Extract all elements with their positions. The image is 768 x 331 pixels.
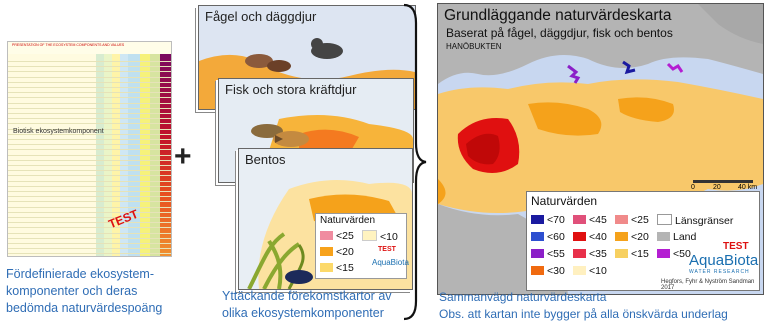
legend-label: <25	[631, 214, 649, 226]
legend-swatch	[615, 232, 628, 241]
credit-line: Hegfors, Fyhr & Nyström Sandman 2017	[661, 279, 755, 291]
legend-label: <55	[547, 248, 565, 260]
legend-swatch	[320, 231, 333, 240]
aquabiota-logo: AquaBiota	[372, 258, 409, 267]
legend-label: <70	[547, 214, 565, 226]
ecosystem-score-table-thumbnail	[7, 41, 172, 257]
legend-swatch	[657, 214, 672, 225]
aquabiota-subtitle: WATER RESEARCH	[689, 269, 750, 275]
map-title: Grundläggande naturvärdeskarta	[444, 7, 672, 24]
place-label: HANÖBUKTEN	[446, 42, 502, 51]
legend-item	[320, 262, 354, 274]
caption-line: Sammanvägd naturvärdeskarta	[439, 290, 607, 304]
legend-label: <60	[547, 231, 565, 243]
legend-item	[320, 246, 354, 258]
legend-swatch	[320, 263, 333, 272]
caption-line: Obs. att kartan inte bygger på alla önskvärda underlag	[439, 307, 728, 321]
legend-item	[531, 248, 565, 260]
legend-item	[362, 230, 398, 243]
legend-swatch	[573, 266, 586, 275]
legend-item	[573, 248, 607, 260]
legend-swatch	[362, 230, 377, 241]
legend-swatch	[657, 232, 670, 241]
map-legend	[526, 191, 760, 291]
legend-label: <50	[673, 248, 691, 260]
caption-line: Fördefinierade ekosystem-	[6, 267, 154, 281]
caption-line: Yttäckande förekomstkartor av	[222, 289, 392, 303]
legend-item	[320, 230, 354, 242]
legend-title: Naturvärden	[320, 215, 376, 226]
legend-label: Land	[673, 231, 697, 243]
test-stamp: TEST	[378, 246, 396, 253]
legend-swatch	[531, 249, 544, 258]
legend-item	[657, 214, 733, 227]
legend-swatch	[531, 232, 544, 241]
card-title: Fågel och däggdjur	[205, 9, 317, 24]
sheet-row	[8, 248, 171, 254]
caption-line: olika ekosystemkomponenter	[222, 306, 384, 320]
middle-caption	[222, 288, 392, 322]
legend-item	[531, 231, 565, 243]
legend-swatch	[615, 215, 628, 224]
test-stamp: TEST	[723, 241, 749, 252]
legend-swatch	[573, 249, 586, 258]
benthos-legend	[315, 213, 407, 279]
map-subtitle: Baserat på fågel, däggdjur, fisk och bentos	[446, 26, 673, 40]
caption-line: bedömda naturvärdespoäng	[6, 301, 163, 315]
left-caption	[6, 266, 162, 317]
legend-label: <20	[631, 231, 649, 243]
legend-item	[573, 231, 607, 243]
plus-sign: +	[174, 140, 192, 173]
test-stamp: TEST	[106, 206, 141, 232]
scale-label: 20	[713, 184, 721, 191]
legend-swatch	[615, 249, 628, 258]
sheet-title: PRESENTATION OF THE ECOSYSTEM COMPONENTS AND VALUES	[12, 43, 125, 47]
legend-label: Länsgränser	[675, 215, 734, 227]
scale-label: 40 km	[738, 184, 758, 191]
brace	[398, 3, 428, 321]
legend-swatch	[573, 232, 586, 241]
legend-item	[615, 231, 649, 243]
legend-swatch	[531, 266, 544, 275]
legend-label: <40	[589, 231, 607, 243]
caption-line: komponenter och deras	[6, 284, 138, 298]
legend-swatch	[320, 247, 333, 256]
map-card-benthos	[238, 148, 413, 290]
legend-item	[573, 214, 607, 226]
legend-item	[615, 214, 649, 226]
legend-label: <45	[589, 214, 607, 226]
legend-label: <25	[336, 230, 354, 242]
legend-swatch	[657, 249, 670, 258]
scale-label: 0	[691, 184, 695, 191]
legend-item	[531, 265, 565, 277]
legend-label: <15	[336, 262, 354, 274]
combined-nature-value-map	[437, 3, 764, 295]
legend-item	[573, 265, 607, 277]
legend-item	[615, 248, 649, 260]
legend-swatch	[573, 215, 586, 224]
card-title: Fisk och stora kräftdjur	[225, 82, 357, 97]
sheet-label: Biotisk ekosystemkomponent	[13, 128, 104, 135]
legend-item	[657, 231, 696, 243]
aquabiota-logo: AquaBiota	[689, 252, 759, 269]
legend-label: <10	[380, 231, 398, 243]
legend-label: <35	[589, 248, 607, 260]
legend-item	[657, 248, 691, 260]
card-title: Bentos	[245, 152, 286, 167]
legend-label: <20	[336, 246, 354, 258]
legend-title: Naturvärden	[531, 194, 598, 208]
right-caption	[439, 289, 728, 323]
legend-item	[531, 214, 565, 226]
legend-swatch	[531, 215, 544, 224]
legend-label: <15	[631, 248, 649, 260]
scale-bar	[693, 180, 753, 183]
legend-label: <30	[547, 265, 565, 277]
legend-label: <10	[589, 265, 607, 277]
